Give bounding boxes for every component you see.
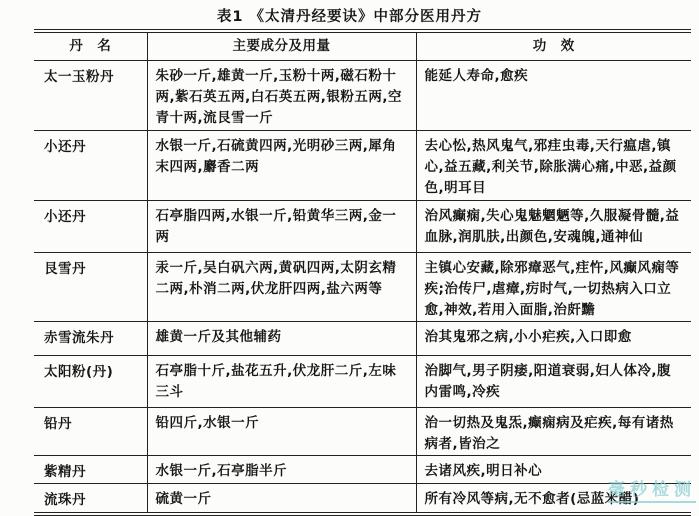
- cell-effects: 能延人寿命,愈疾: [424, 68, 529, 84]
- cell-effects: 主镇心安藏,除邪瘴恶气,疰忤,风癫风痫等疾;治传尸,虐瘴,疠时气,一切热病入口立愈,神效,若用入面脂,治皯黵: [424, 260, 680, 318]
- cell-dan-name: 太一玉粉丹: [34, 61, 147, 131]
- table-container: [34, 29, 691, 516]
- dan-formula-table: [34, 32, 691, 513]
- cell-effects: 治脚气,男子阴痿,阳道衰弱,妇人体冷,腹内雷鸣,冷疾: [424, 363, 672, 400]
- column-header-ingredients: 主要成分及用量: [147, 33, 416, 61]
- cell-effects: 治风癫痫,失心鬼魅魍魉等,久服凝骨髓,益血脉,润肌肤,出颜色,安魂魄,通神仙: [424, 208, 680, 245]
- table-row: [34, 484, 691, 513]
- cell-dan-name: 赤雪流朱丹: [34, 322, 147, 356]
- table-row: [34, 201, 691, 253]
- table-row: [34, 408, 691, 456]
- cell-ingredients: 铅四斤,水银一斤: [147, 408, 416, 456]
- table-title: 表1 《太清丹经要诀》中部分医用丹方: [216, 9, 483, 25]
- cell-effects: 所有冷风等病,无不愈者(忌蓝米醋): [424, 491, 640, 507]
- cell-effects: 去诸风疾,明日补心: [424, 463, 543, 479]
- cell-ingredients: 雄黄一斤及其他辅药: [147, 322, 416, 356]
- cell-ingredients: 硫黄一斤: [147, 484, 416, 513]
- table-row: [34, 131, 691, 201]
- cell-dan-name: 太阳粉(丹): [34, 356, 147, 408]
- cell-effects: 治其鬼邪之病,小小疟疾,入口即愈: [424, 329, 632, 345]
- table-row: [34, 456, 691, 484]
- cell-dan-name: 小还丹: [34, 201, 147, 253]
- cell-ingredients: 朱砂一斤,雄黄一斤,玉粉十两,磁石粉十两,紫石英五两,白石英五两,银粉五两,空青十两,流艮雪一斤: [147, 61, 416, 131]
- cell-dan-name: 紫精丹: [34, 456, 147, 484]
- table-row: [34, 253, 691, 322]
- cell-effects: 治一切热及鬼炁,癫痫病及疟疾,每有诸热病者,皆治之: [424, 415, 674, 452]
- cell-dan-name: 艮雪丹: [34, 253, 147, 322]
- column-header-effects: 功 效: [532, 38, 575, 54]
- cell-dan-name: 铅丹: [34, 408, 147, 456]
- column-header-name: 丹 名: [34, 33, 147, 61]
- table-row: [34, 61, 691, 131]
- cell-ingredients: 水银一斤,石硫黄四两,光明砂三两,犀角末四两,麝香二两: [147, 131, 416, 201]
- cell-dan-name: 小还丹: [34, 131, 147, 201]
- cell-ingredients: 石亭脂十斤,盐花五升,伏龙肝二斤,左味三斗: [147, 356, 416, 408]
- watermark: 毫秒检测: [608, 475, 696, 503]
- header-row: [34, 33, 691, 61]
- table-row: [34, 356, 691, 408]
- cell-ingredients: 水银一斤,石亭脂半斤: [147, 456, 416, 484]
- cell-ingredients: 汞一斤,吴白矾六两,黄矾四两,太阴玄精二两,朴消二两,伏龙肝四两,盐六两等: [147, 253, 416, 322]
- table-row: [34, 322, 691, 356]
- cell-ingredients: 石亭脂四两,水银一斤,铅黄华三两,金一两: [147, 201, 416, 253]
- cell-dan-name: 流珠丹: [34, 484, 147, 513]
- cell-effects: 去心忪,热风鬼气,邪疰虫毒,天行瘟虐,镇心,益五藏,利关节,除胀满心痛,中恶,益颜色,明耳目: [424, 138, 677, 196]
